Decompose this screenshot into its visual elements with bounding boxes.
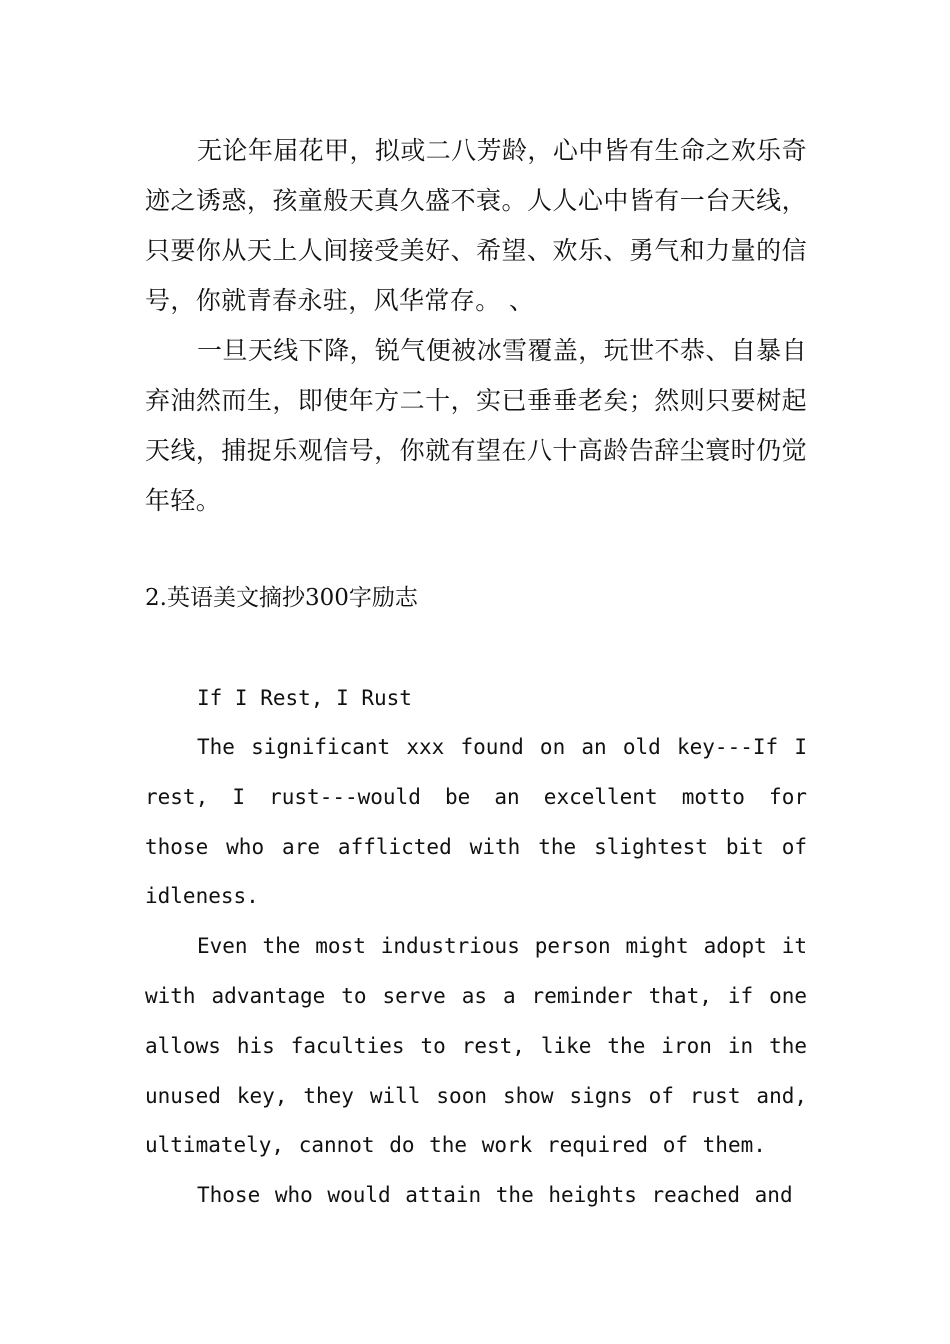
- english-paragraph-2: Even the most industrious person might adopt it with advantage to serve as a reminder that, if one allows his faculties to rest, like the iron in the unused key, they will soon show signs of rust and, ultimately, cannot do the work required of them.: [145, 934, 807, 1158]
- section-heading: 2.英语美文摘抄300字励志: [145, 585, 418, 611]
- english-text-block: [145, 673, 807, 1221]
- chinese-paragraph-1: 无论年届花甲，拟或二八芳龄，心中皆有生命之欢乐奇迹之诱惑，孩童般天真久盛不衰。人人心中皆有一台天线，只要你从天上人间接受美好、希望、欢乐、勇气和力量的信号，你就青春永驻，风华常存。 、: [145, 136, 807, 315]
- english-paragraph-1: The significant xxx found on an old key---If I rest, I rust---would be an excellent motto for those who are afflicted with the slightest bit of idleness.: [145, 735, 807, 909]
- english-paragraph-3: Those who would attain the heights reached and: [197, 1183, 793, 1208]
- chinese-text-block: [145, 126, 807, 526]
- english-title: If I Rest, I Rust: [197, 686, 412, 710]
- section-heading-block: [145, 573, 807, 623]
- chinese-paragraph-2: 一旦天线下降，锐气便被冰雪覆盖，玩世不恭、自暴自弃油然而生，即使年方二十，实已垂垂老矣；然则只要树起天线，捕捉乐观信号，你就有望在八十高龄告辞尘寰时仍觉年轻。: [145, 336, 807, 515]
